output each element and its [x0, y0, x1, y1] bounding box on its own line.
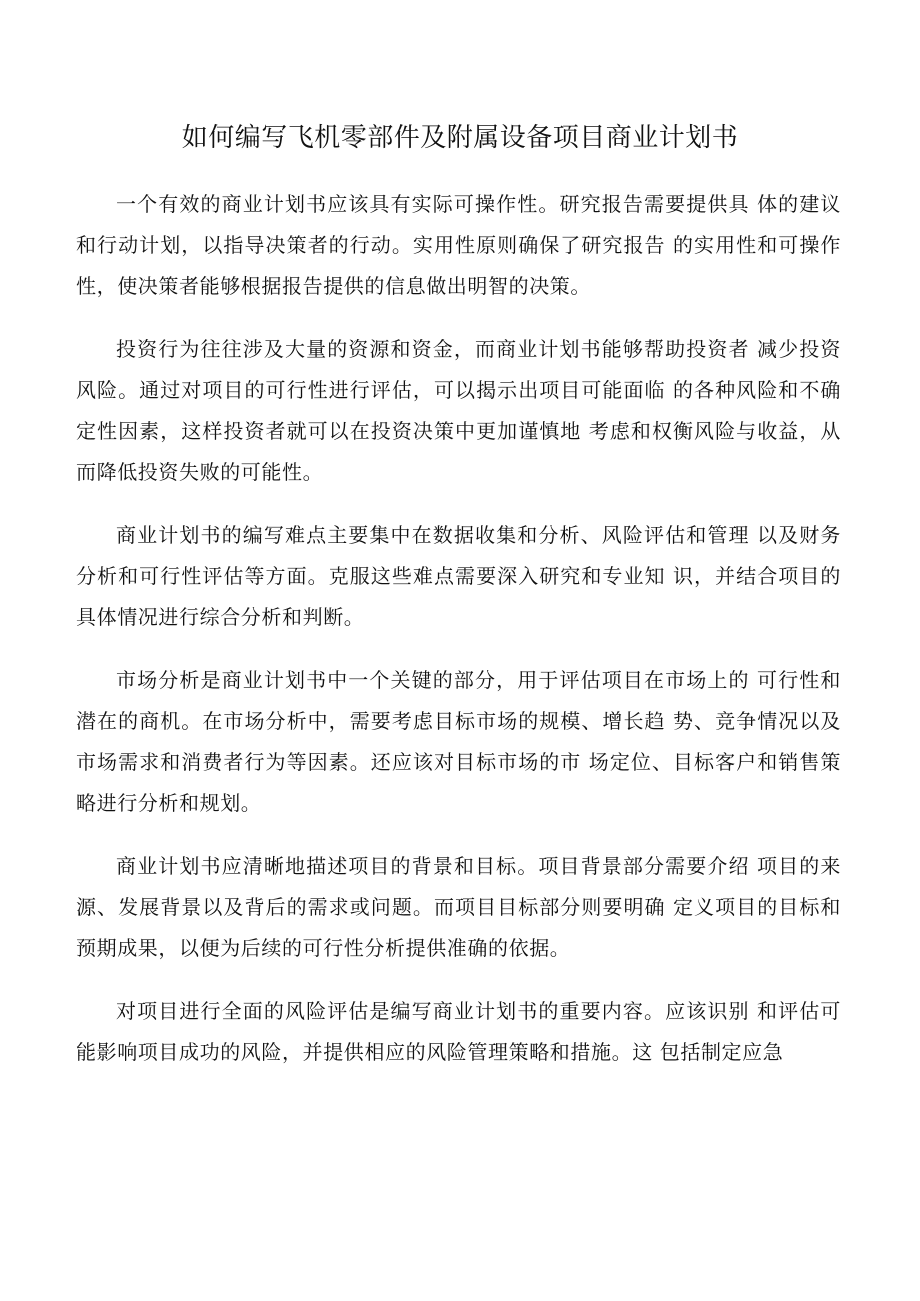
paragraph-1: 一个有效的商业计划书应该具有实际可操作性。研究报告需要提供具 体的建议和行动计划，以指导决策者的行动。实用性原则确保了研究报告 的实用性和可操作性，使决策者能够根据报告提供的信息做出明智的决策。 [76, 192, 841, 298]
document-body [76, 184, 841, 1095]
document-title: 如何编写飞机零部件及附属设备项目商业计划书 [181, 123, 739, 153]
paragraph-6: 对项目进行全面的风险评估是编写商业计划书的重要内容。应该识别 和评估可能影响项目成功的风险，并提供相应的风险管理策略和措施。这 包括制定应急 [76, 999, 841, 1064]
paragraph-3: 商业计划书的编写难点主要集中在数据收集和分析、风险评估和管理 以及财务分析和可行性评估等方面。克服这些难点需要深入研究和专业知 识，并结合项目的具体情况进行综合分析和判断。 [76, 523, 841, 629]
paragraph-2: 投资行为往往涉及大量的资源和资金，而商业计划书能够帮助投资者 减少投资风险。通过对项目的可行性进行评估，可以揭示出项目可能面临 的各种风险和不确定性因素，这样投资者就可以在投资决策中更加谨慎地 考虑和权衡风险与收益，从而降低投资失败的可能性。 [76, 337, 841, 484]
paragraph-4: 市场分析是商业计划书中一个关键的部分，用于评估项目在市场上的 可行性和潜在的商机。在市场分析中，需要考虑目标市场的规模、增长趋 势、竞争情况以及市场需求和消费者行为等因素。还应该对目标市场的市 场定位、目标客户和销售策略进行分析和规划。 [76, 668, 841, 815]
paragraph-5: 商业计划书应清晰地描述项目的背景和目标。项目背景部分需要介绍 项目的来源、发展背景以及背后的需求或问题。而项目目标部分则要明确 定义项目的目标和预期成果，以便为后续的可行性分析提供准确的依据。 [76, 854, 841, 960]
